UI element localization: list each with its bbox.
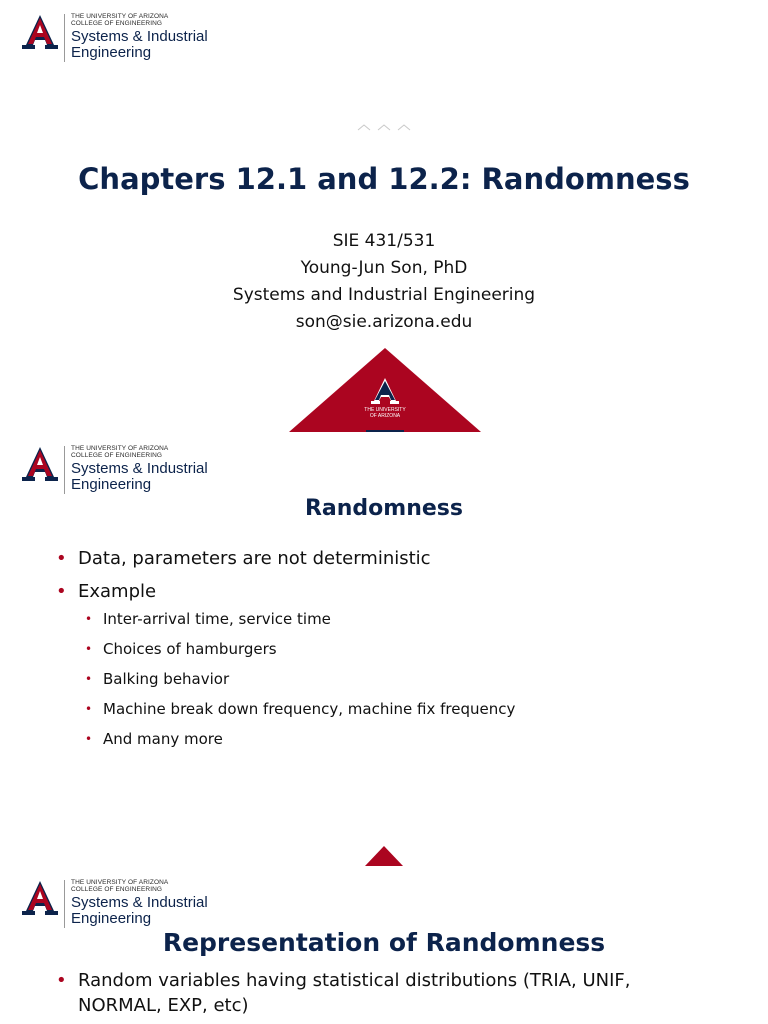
sub-bullet-text: And many more xyxy=(103,730,223,748)
header-logo xyxy=(20,878,220,930)
slide-title: Randomness xyxy=(304,496,463,521)
header-logo xyxy=(20,12,220,64)
sub-bullet-list xyxy=(85,604,745,754)
randomness-slide xyxy=(0,432,768,866)
arizona-a-logo-icon xyxy=(20,12,60,52)
bullet-list xyxy=(56,542,736,608)
logo-divider xyxy=(64,446,65,494)
university-name: THE UNIVERSITY OF ARIZONA COLLEGE OF ENGINEERING xyxy=(71,879,169,893)
sub-bullet-text: Choices of hamburgers xyxy=(103,640,277,658)
bullet-icon: • xyxy=(85,702,93,716)
list-item xyxy=(85,604,745,634)
bullet-text: Example xyxy=(78,581,157,602)
university-name: THE UNIVERSITY OF ARIZONA COLLEGE OF ENGINEERING xyxy=(71,445,169,459)
author-name: Young-Jun Son, PhD xyxy=(300,258,468,278)
university-name: THE UNIVERSITY OF ARIZONA COLLEGE OF ENGINEERING xyxy=(71,13,169,27)
bullet-icon: • xyxy=(85,612,93,626)
department-name: Systems & Industrial Engineering xyxy=(71,28,208,61)
sub-bullet-text: Balking behavior xyxy=(103,670,230,688)
sub-bullet-text: Machine break down frequency, machine fix frequency xyxy=(103,700,516,718)
red-triangle-icon xyxy=(365,846,403,866)
slide-title: Representation of Randomness xyxy=(162,928,606,957)
list-item xyxy=(85,724,745,754)
svg-text:OF ARIZONA: OF ARIZONA xyxy=(369,413,401,419)
sub-bullet-text: Inter-arrival time, service time xyxy=(103,610,331,628)
department-text: Systems and Industrial Engineering xyxy=(232,285,536,305)
bullet-text: Data, parameters are not deterministic xyxy=(78,548,431,569)
header-logo xyxy=(20,444,220,496)
representation-slide xyxy=(0,866,768,1024)
logo-divider xyxy=(64,14,65,62)
bullet-list xyxy=(56,968,716,1018)
arizona-a-logo-icon xyxy=(20,878,60,918)
email-text: son@sie.arizona.edu xyxy=(295,312,473,332)
department-name: Systems & Industrial Engineering xyxy=(71,894,208,927)
university-triangle-logo-icon xyxy=(289,348,481,432)
arizona-a-logo-icon xyxy=(20,444,60,484)
bullet-icon: • xyxy=(56,970,67,991)
bullet-icon: • xyxy=(56,581,67,602)
bullet-text: Random variables having statistical distributions (TRIA, UNIF, NORMAL, EXP, etc) xyxy=(78,970,631,1016)
logo-divider xyxy=(64,880,65,928)
list-item xyxy=(56,542,736,575)
svg-text:THE UNIVERSITY: THE UNIVERSITY xyxy=(364,407,406,413)
list-item xyxy=(56,968,716,1018)
bullet-icon: • xyxy=(85,732,93,746)
list-item xyxy=(85,664,745,694)
decorative-chevrons-icon xyxy=(356,122,412,132)
list-item xyxy=(85,634,745,664)
bullet-icon: • xyxy=(56,548,67,569)
author-info xyxy=(0,228,768,336)
course-code: SIE 431/531 xyxy=(332,231,436,251)
department-name: Systems & Industrial Engineering xyxy=(71,460,208,493)
slide-title: Chapters 12.1 and 12.2: Randomness xyxy=(78,162,690,196)
bullet-icon: • xyxy=(85,642,93,656)
title-slide xyxy=(0,0,768,432)
list-item xyxy=(85,694,745,724)
bullet-icon: • xyxy=(85,672,93,686)
